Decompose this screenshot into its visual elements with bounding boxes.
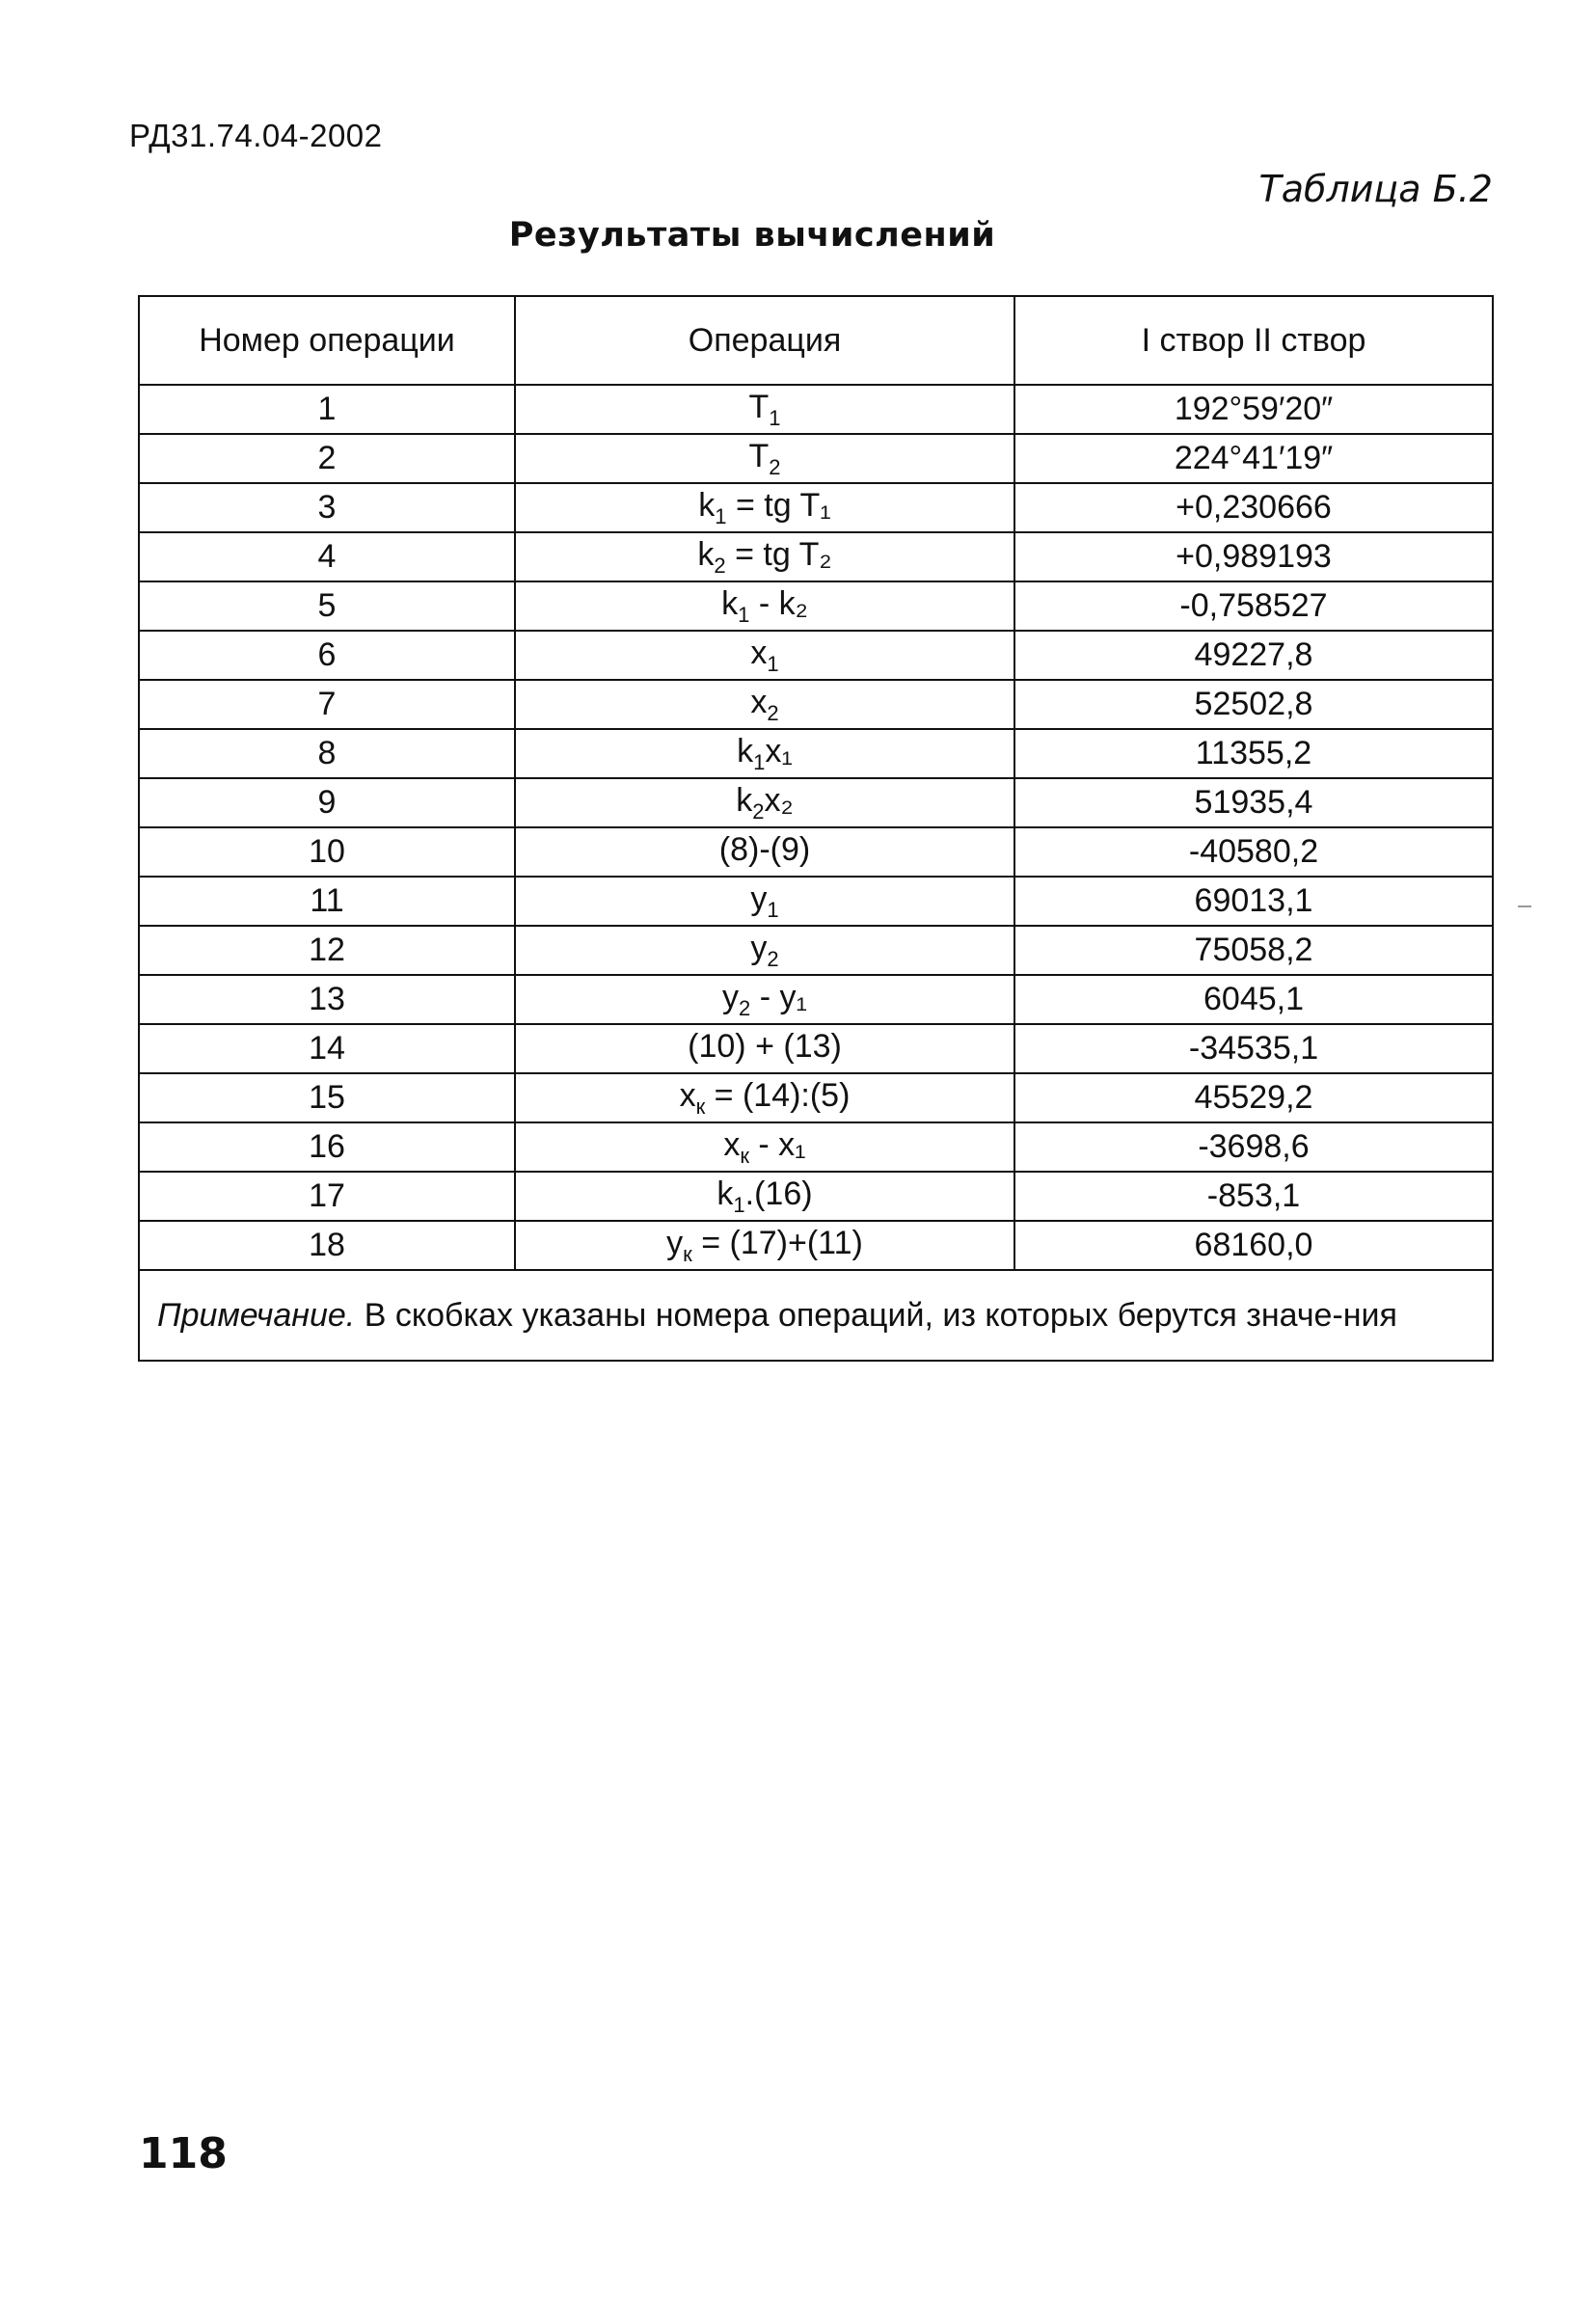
cell-operation: [515, 434, 1014, 483]
table-header-row: [139, 296, 1493, 385]
operation-subscript: 1: [738, 602, 750, 627]
table-row: [139, 975, 1493, 1024]
margin-mark: [1518, 905, 1531, 907]
operation-subscript: 1: [753, 749, 766, 774]
table-row: [139, 483, 1493, 532]
cell-operation-number: 12: [139, 926, 515, 975]
table-label: Таблица Б.2: [1258, 168, 1493, 210]
cell-value: -0,758527: [1014, 581, 1493, 631]
cell-value: 224°41′19″: [1014, 434, 1493, 483]
cell-value: 49227,8: [1014, 631, 1493, 680]
cell-operation: [515, 1221, 1014, 1270]
cell-operation-number: 2: [139, 434, 515, 483]
table-row: [139, 385, 1493, 434]
cell-operation-number: 13: [139, 975, 515, 1024]
cell-operation: [515, 680, 1014, 729]
operation-rest: = tg T₁: [726, 486, 831, 524]
operation-base: y: [666, 1224, 684, 1261]
operation-subscript: 2: [739, 995, 751, 1020]
cell-operation-number: 17: [139, 1172, 515, 1221]
table-row: [139, 827, 1493, 877]
cell-operation-number: 16: [139, 1122, 515, 1172]
operation-rest: = (14):(5): [705, 1076, 851, 1114]
cell-value: -34535,1: [1014, 1024, 1493, 1073]
cell-operation-number: 7: [139, 680, 515, 729]
cell-operation: [515, 483, 1014, 532]
cell-operation: [515, 1122, 1014, 1172]
operation-subscript: 2: [767, 946, 779, 971]
cell-value: 52502,8: [1014, 680, 1493, 729]
cell-value: 6045,1: [1014, 975, 1493, 1024]
operation-base: T: [748, 437, 770, 474]
operation-rest: x₁: [765, 732, 793, 770]
cell-value: -40580,2: [1014, 827, 1493, 877]
table-row: [139, 729, 1493, 778]
cell-operation-number: 9: [139, 778, 515, 827]
page-number: 118: [139, 2129, 228, 2178]
operation-base: k: [721, 584, 739, 622]
operation-subscript: 1: [715, 503, 727, 528]
cell-value: 68160,0: [1014, 1221, 1493, 1270]
operation-subscript: 2: [767, 700, 779, 725]
table-body: [139, 385, 1493, 1270]
table-row: [139, 778, 1493, 827]
cell-operation: [515, 631, 1014, 680]
operation-rest: - k₂: [749, 584, 808, 622]
operation-rest: x₂: [764, 781, 794, 819]
operation-base: y: [750, 879, 768, 917]
operation-subscript: 2: [769, 454, 781, 479]
operation-subscript: 1: [733, 1192, 745, 1217]
operation-base: x: [723, 1125, 741, 1163]
cell-operation: [515, 1073, 1014, 1122]
cell-value: 69013,1: [1014, 877, 1493, 926]
cell-value: 75058,2: [1014, 926, 1493, 975]
cell-value: -3698,6: [1014, 1122, 1493, 1172]
column-header-number: Номер операции: [139, 296, 515, 385]
operation-base: k: [698, 486, 716, 524]
cell-operation-number: 3: [139, 483, 515, 532]
table-note: [139, 1270, 1493, 1361]
operation-rest: .(16): [744, 1175, 813, 1212]
document-code: РД31.74.04-2002: [129, 118, 383, 153]
operation-rest: - x₁: [748, 1125, 806, 1163]
cell-operation: [515, 1172, 1014, 1221]
cell-value: +0,230666: [1014, 483, 1493, 532]
operation-subscript: к: [695, 1094, 706, 1119]
operation-subscript: 1: [769, 405, 781, 430]
note-lead: Примечание.: [157, 1297, 356, 1334]
cell-operation-number: 18: [139, 1221, 515, 1270]
cell-operation-number: 14: [139, 1024, 515, 1073]
cell-value: 11355,2: [1014, 729, 1493, 778]
cell-value: 192°59′20″: [1014, 385, 1493, 434]
operation-base: T: [748, 388, 770, 425]
cell-operation: [515, 729, 1014, 778]
cell-operation: [515, 975, 1014, 1024]
table-row: [139, 1073, 1493, 1122]
note-text: В скобках указаны номера операций, из которых берутся значе-ния: [355, 1297, 1397, 1334]
operation-subscript: 2: [752, 798, 765, 824]
table-row: [139, 1172, 1493, 1221]
operation-base: k: [716, 1175, 734, 1212]
cell-operation: [515, 385, 1014, 434]
operation-subscript: к: [683, 1241, 692, 1266]
cell-value: 51935,4: [1014, 778, 1493, 827]
column-header-operation: Операция: [515, 296, 1014, 385]
cell-operation: [515, 778, 1014, 827]
cell-operation: [515, 926, 1014, 975]
table-row: [139, 581, 1493, 631]
table-row: [139, 926, 1493, 975]
table-row: [139, 1122, 1493, 1172]
operation-base: x: [679, 1076, 696, 1114]
cell-operation-number: 11: [139, 877, 515, 926]
cell-operation-number: 6: [139, 631, 515, 680]
column-header-value: I створ II створ: [1014, 296, 1493, 385]
table-row: [139, 877, 1493, 926]
table-row: [139, 532, 1493, 581]
operation-rest: - y₁: [750, 978, 807, 1015]
results-table: [138, 295, 1494, 1362]
operation-subscript: 2: [714, 553, 726, 578]
operation-subscript: к: [740, 1143, 749, 1168]
cell-operation: [515, 581, 1014, 631]
table-row: [139, 1024, 1493, 1073]
note-row: [139, 1270, 1493, 1361]
operation-base: y: [722, 978, 740, 1015]
cell-operation-number: 15: [139, 1073, 515, 1122]
operation-base: k: [697, 535, 715, 573]
cell-value: 45529,2: [1014, 1073, 1493, 1122]
operation-rest: = tg T₂: [725, 535, 832, 573]
operation-base: k: [736, 781, 753, 819]
table-row: [139, 1221, 1493, 1270]
table-row: [139, 680, 1493, 729]
cell-operation-number: 8: [139, 729, 515, 778]
operation-base: k: [737, 732, 754, 770]
cell-value: -853,1: [1014, 1172, 1493, 1221]
operation-base: y: [750, 929, 768, 966]
cell-operation-number: 1: [139, 385, 515, 434]
table-title: Результаты вычислений: [508, 216, 996, 255]
operation-subscript: 1: [767, 897, 779, 922]
operation-base: x: [750, 683, 768, 720]
operation-base: (10) + (13): [688, 1027, 842, 1065]
operation-rest: = (17)+(11): [691, 1224, 863, 1261]
operation-base: (8)-(9): [718, 830, 811, 868]
cell-operation: [515, 827, 1014, 877]
cell-operation-number: 10: [139, 827, 515, 877]
cell-operation-number: 5: [139, 581, 515, 631]
table-row: [139, 631, 1493, 680]
operation-subscript: 1: [767, 651, 779, 676]
cell-operation: [515, 532, 1014, 581]
cell-value: +0,989193: [1014, 532, 1493, 581]
cell-operation: [515, 1024, 1014, 1073]
cell-operation: [515, 877, 1014, 926]
cell-operation-number: 4: [139, 532, 515, 581]
operation-base: x: [750, 634, 768, 671]
table-row: [139, 434, 1493, 483]
